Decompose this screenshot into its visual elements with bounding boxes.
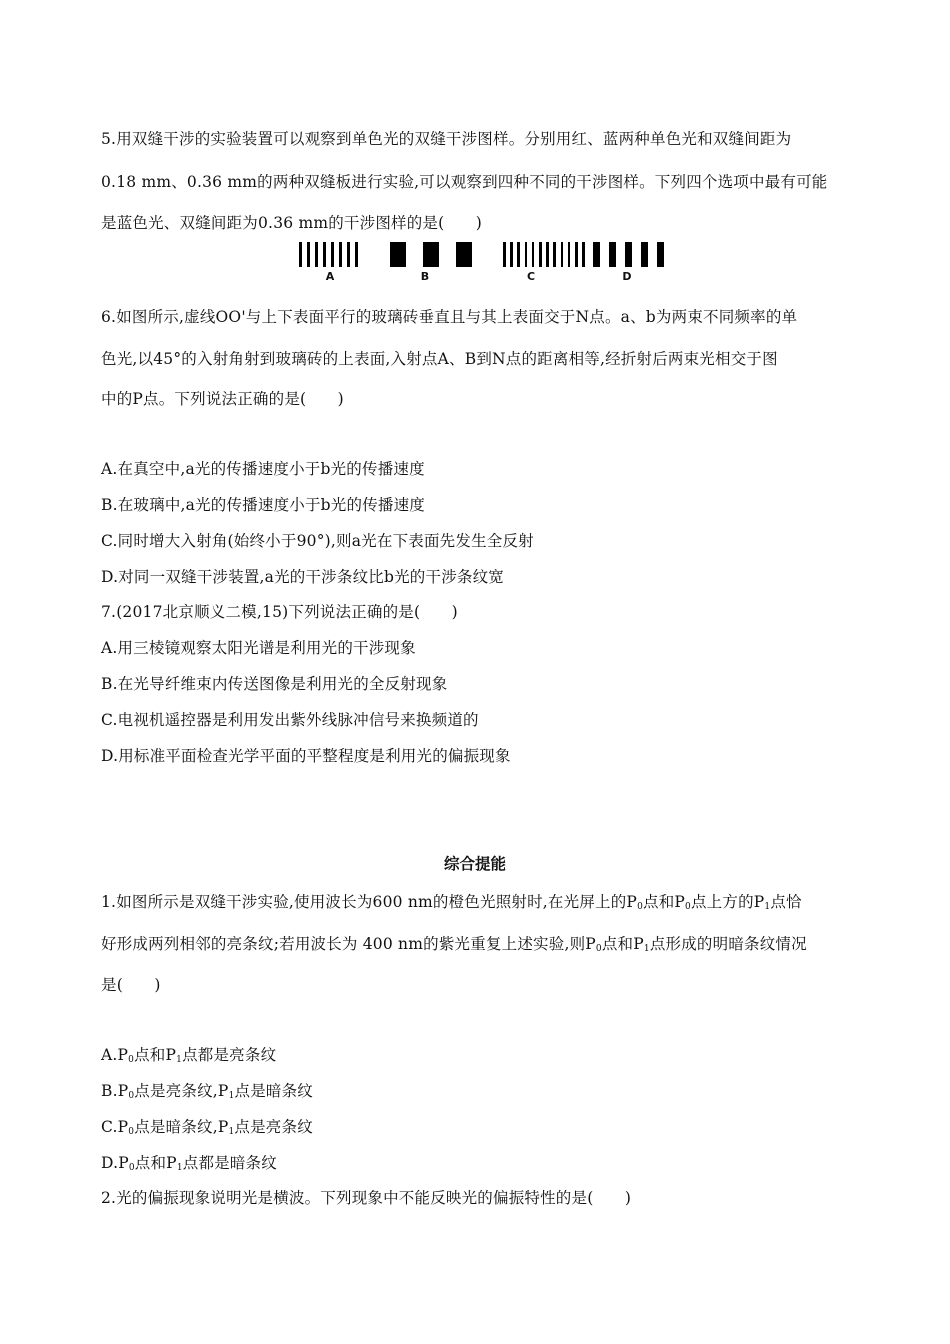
c2-stem: 2.光的偏振现象说明光是横波。下列现象中不能反映光的偏振特性的是( ) xyxy=(101,1189,632,1207)
q5-stem-line-3: 是蓝色光、双缝间距为0.36 mm的干涉图样的是( ) xyxy=(101,214,483,232)
q7-option-d: D.用标准平面检查光学平面的平整程度是利用光的偏振现象 xyxy=(101,747,511,765)
c1-stem-line-2: 好形成两列相邻的亮条纹;若用波长为 400 nm的紫光重复上述实验,则$P_0$点和$P_1$点形成的明暗条纹情况 xyxy=(101,935,807,954)
fringe-bar xyxy=(339,242,342,267)
q6-stem-line-3: 中的P点。下列说法正确的是( ) xyxy=(101,390,344,408)
q6-option-b: B.在玻璃中,a光的传播速度小于b光的传播速度 xyxy=(101,496,426,514)
fringe-bar xyxy=(423,242,439,267)
fringe-label-b: B xyxy=(420,270,430,283)
fringe-bar xyxy=(609,242,616,267)
fringe-bar xyxy=(641,242,648,267)
fringe-bar xyxy=(331,242,334,267)
c1-stem-line-1: 1.如图所示是双缝干涉实验,使用波长为600 nm的橙色光照射时,在光屏上的$P_0$点和$P_0$点上方的$P_1$点恰 xyxy=(101,893,802,912)
fringe-label-c: C xyxy=(526,270,536,283)
q5-stem-line-2: 0.18 mm、0.36 mm的两种双缝板进行实验,可以观察到四种不同的干涉图样。下列四个选项中最有可能 xyxy=(101,173,828,191)
fringe-label-d: D xyxy=(622,270,632,283)
fringe-bar xyxy=(575,242,578,267)
fringe-bar xyxy=(456,242,472,267)
fringe-bar xyxy=(625,242,632,267)
q6-option-c: C.同时增大入射角(始终小于90°),则a光在下表面先发生全反射 xyxy=(101,532,534,550)
fringe-bar xyxy=(355,242,358,267)
q7-option-c: C.电视机遥控器是利用发出紫外线脉冲信号来换频道的 xyxy=(101,711,479,729)
fringe-bar xyxy=(553,242,556,267)
fringe-bar xyxy=(517,242,520,267)
fringe-bar xyxy=(582,242,585,267)
q6-stem-line-1: 6.如图所示,虚线OO'与上下表面平行的玻璃砖垂直且与其上表面交于N点。a、b为两束不同频率的单 xyxy=(101,308,798,326)
fringe-bar xyxy=(307,242,310,267)
fringe-bar xyxy=(510,242,513,267)
q6-option-a: A.在真空中,a光的传播速度小于b光的传播速度 xyxy=(101,460,425,478)
c1-option-a: $A.P_0$点和$P_1$点都是亮条纹 xyxy=(101,1046,277,1065)
c1-stem-line-3: 是( ) xyxy=(101,976,161,994)
c1-option-d: $D.P_0$点和$P_1$点都是暗条纹 xyxy=(101,1154,277,1173)
fringe-bar xyxy=(568,242,571,267)
q5-stem-line-1: 5.用双缝干涉的实验装置可以观察到单色光的双缝干涉图样。分别用红、蓝两种单色光和双缝间距为 xyxy=(101,130,792,148)
c1-option-c: $C.P_0$点是暗条纹$,P_1$点是亮条纹 xyxy=(101,1118,313,1137)
fringe-bar xyxy=(525,242,528,267)
fringe-bar xyxy=(503,242,506,267)
q7-stem: 7.(2017北京顺义二模,15)下列说法正确的是( ) xyxy=(101,603,458,621)
fringe-bar xyxy=(561,242,564,267)
q7-option-a: A.用三棱镜观察太阳光谱是利用光的干涉现象 xyxy=(101,639,416,657)
fringe-bar xyxy=(323,242,326,267)
fringe-bar xyxy=(546,242,549,267)
fringe-bar xyxy=(315,242,318,267)
fringe-bar xyxy=(299,242,302,267)
fringe-label-a: A xyxy=(325,270,335,283)
q6-option-d: D.对同一双缝干涉装置,a光的干涉条纹比b光的干涉条纹宽 xyxy=(101,568,504,586)
fringe-bar xyxy=(347,242,350,267)
q6-stem-line-2: 色光,以45°的入射角射到玻璃砖的上表面,入射点A、B到N点的距离相等,经折射后两束光相交于图 xyxy=(101,350,778,368)
fringe-bar xyxy=(593,242,600,267)
fringe-bar xyxy=(532,242,535,267)
fringe-bar xyxy=(390,242,406,267)
fringe-bar xyxy=(657,242,664,267)
section-title: 综合提能 xyxy=(443,855,506,873)
fringe-bar xyxy=(539,242,542,267)
q7-option-b: B.在光导纤维束内传送图像是利用光的全反射现象 xyxy=(101,675,448,693)
c1-option-b: $B.P_0$点是亮条纹$,P_1$点是暗条纹 xyxy=(101,1082,314,1101)
